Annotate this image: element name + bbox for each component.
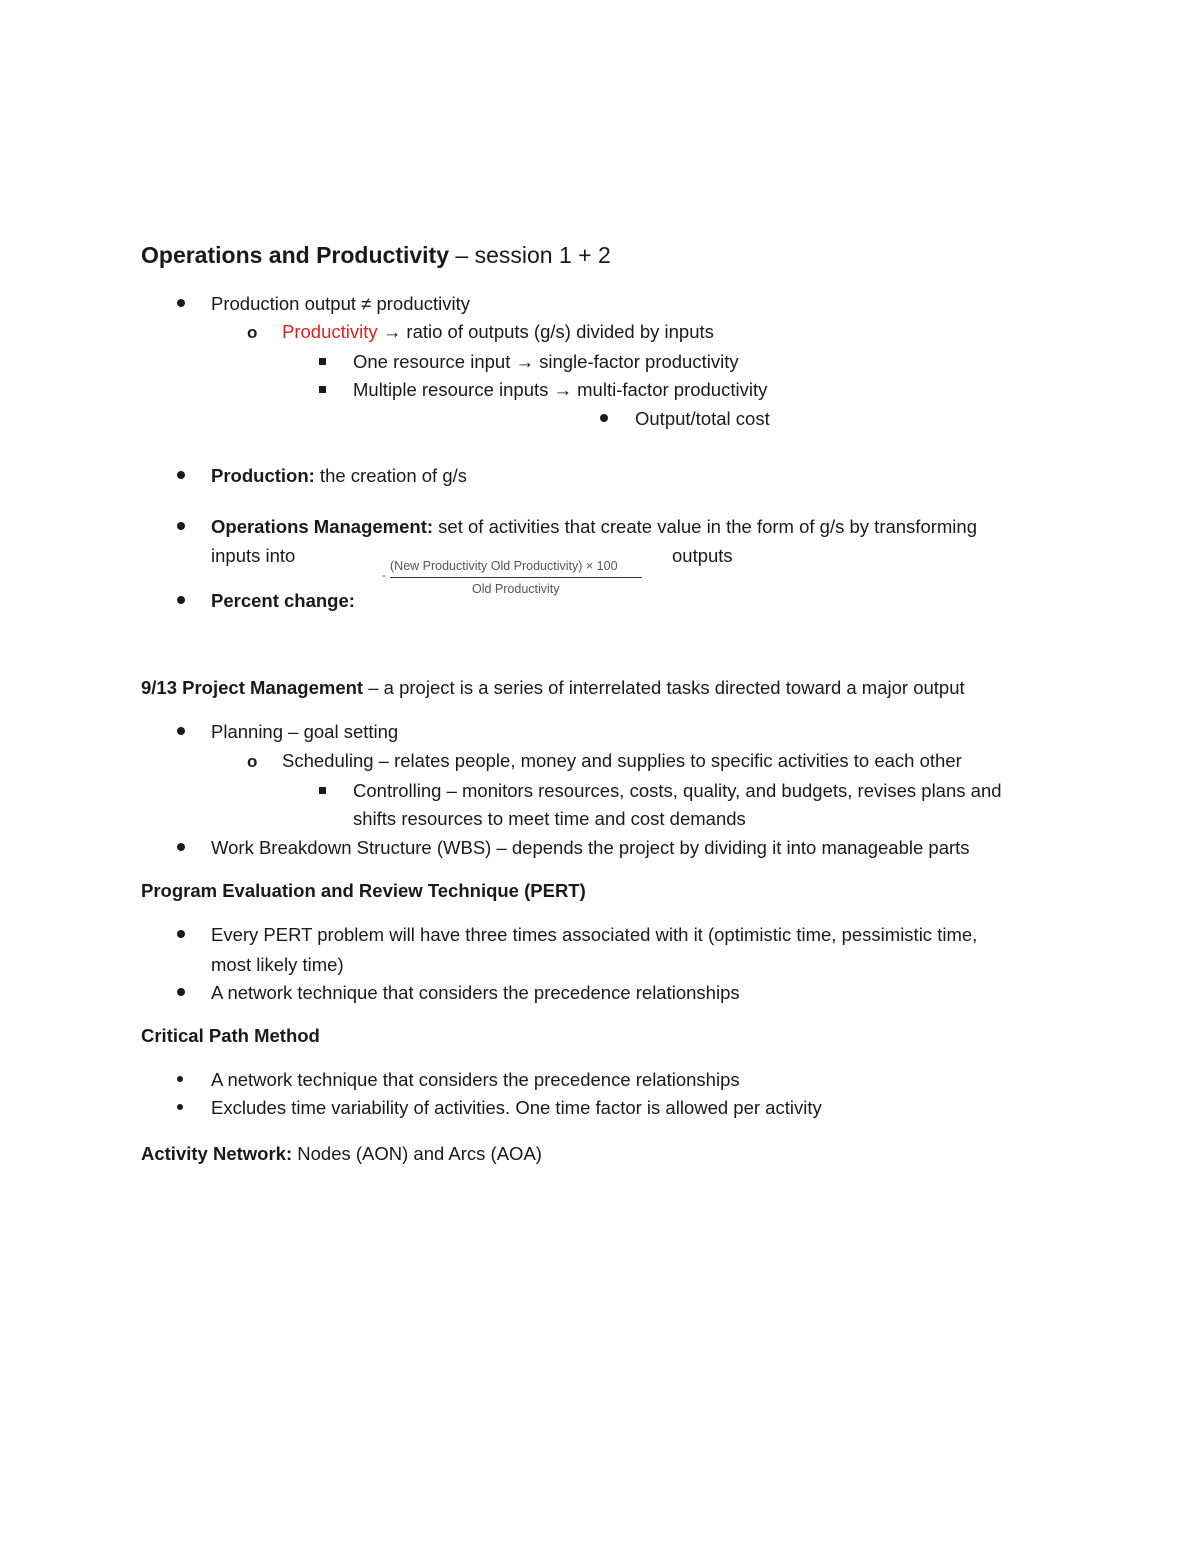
bullet-circle: o xyxy=(247,752,258,771)
formula-fraction-bar xyxy=(390,577,642,578)
list-item: Multiple resource inputs → multi-factor productivity xyxy=(353,379,768,400)
list-item-continuation: most likely time) xyxy=(211,954,344,975)
bullet-square xyxy=(319,787,326,794)
bullet-dot xyxy=(177,471,185,479)
list-item: Every PERT problem will have three times associated with it (optimistic time, pessimistic time, xyxy=(211,924,978,945)
network-label: Activity Network: xyxy=(141,1143,293,1164)
list-item: Production output ≠ productivity xyxy=(211,293,471,314)
list-item-continuation: shifts resources to meet time and cost demands xyxy=(353,808,746,829)
list-item xyxy=(282,320,714,344)
opsmgmt-line2-inputs: inputs into xyxy=(211,545,296,566)
formula-numerator: (New Productivity Old Productivity) × 100 xyxy=(390,559,618,573)
bullet-dot xyxy=(600,414,608,422)
percent-change-formula xyxy=(382,556,644,600)
productivity-def: → ratio of outputs (g/s) divided by inputs xyxy=(377,321,714,342)
bullet-dot xyxy=(177,1104,183,1110)
bullet-dot xyxy=(177,1076,183,1082)
bullet-dot xyxy=(177,522,185,530)
bullet-square xyxy=(319,358,326,365)
network-text: Nodes (AON) and Arcs (AOA) xyxy=(292,1143,542,1164)
list-item: Planning – goal setting xyxy=(211,721,399,742)
bullet-dot xyxy=(177,988,185,996)
page-title xyxy=(141,243,611,267)
bullet-circle: o xyxy=(247,323,258,342)
list-item: Scheduling – relates people, money and supplies to specific activities to each other xyxy=(282,750,962,771)
list-item: Excludes time variability of activities. One time factor is allowed per activity xyxy=(211,1097,822,1118)
formula-tick: - xyxy=(382,568,386,582)
list-item: A network technique that considers the precedence relationships xyxy=(211,1069,740,1090)
pm-label: 9/13 Project Management xyxy=(141,677,364,698)
production-label: Production: xyxy=(211,465,315,486)
production-text: the creation of g/s xyxy=(314,465,467,486)
list-item xyxy=(211,515,977,539)
bullet-square xyxy=(319,386,326,393)
pm-text: – a project is a series of interrelated tasks directed toward a major output xyxy=(363,677,965,698)
opsmgmt-text: set of activities that create value in the form of g/s by transforming xyxy=(433,516,977,537)
pert-heading: Program Evaluation and Review Technique (PERT) xyxy=(141,880,586,901)
opsmgmt-label: Operations Management: xyxy=(211,516,434,537)
list-item: Output/total cost xyxy=(635,408,770,429)
list-item xyxy=(211,464,467,488)
percent-change-label: Percent change: xyxy=(211,590,355,611)
cpm-heading: Critical Path Method xyxy=(141,1025,320,1046)
title-rest: – session 1 + 2 xyxy=(449,242,611,268)
formula-denominator: Old Productivity xyxy=(472,582,560,596)
productivity-term: Productivity xyxy=(282,321,378,342)
title-bold: Operations and Productivity xyxy=(141,242,449,268)
bullet-dot xyxy=(177,727,185,735)
list-item: One resource input → single-factor productivity xyxy=(353,351,739,372)
bullet-dot xyxy=(177,596,185,604)
opsmgmt-line2-outputs: outputs xyxy=(672,545,733,566)
list-item: Controlling – monitors resources, costs, quality, and budgets, revises plans and xyxy=(353,780,1002,801)
bullet-dot xyxy=(177,299,185,307)
network-line xyxy=(141,1142,542,1166)
bullet-dot xyxy=(177,843,185,851)
list-item: A network technique that considers the precedence relationships xyxy=(211,982,740,1003)
list-item: Work Breakdown Structure (WBS) – depends the project by dividing it into manageable parts xyxy=(211,837,970,858)
pm-heading xyxy=(141,676,965,700)
bullet-dot xyxy=(177,930,185,938)
